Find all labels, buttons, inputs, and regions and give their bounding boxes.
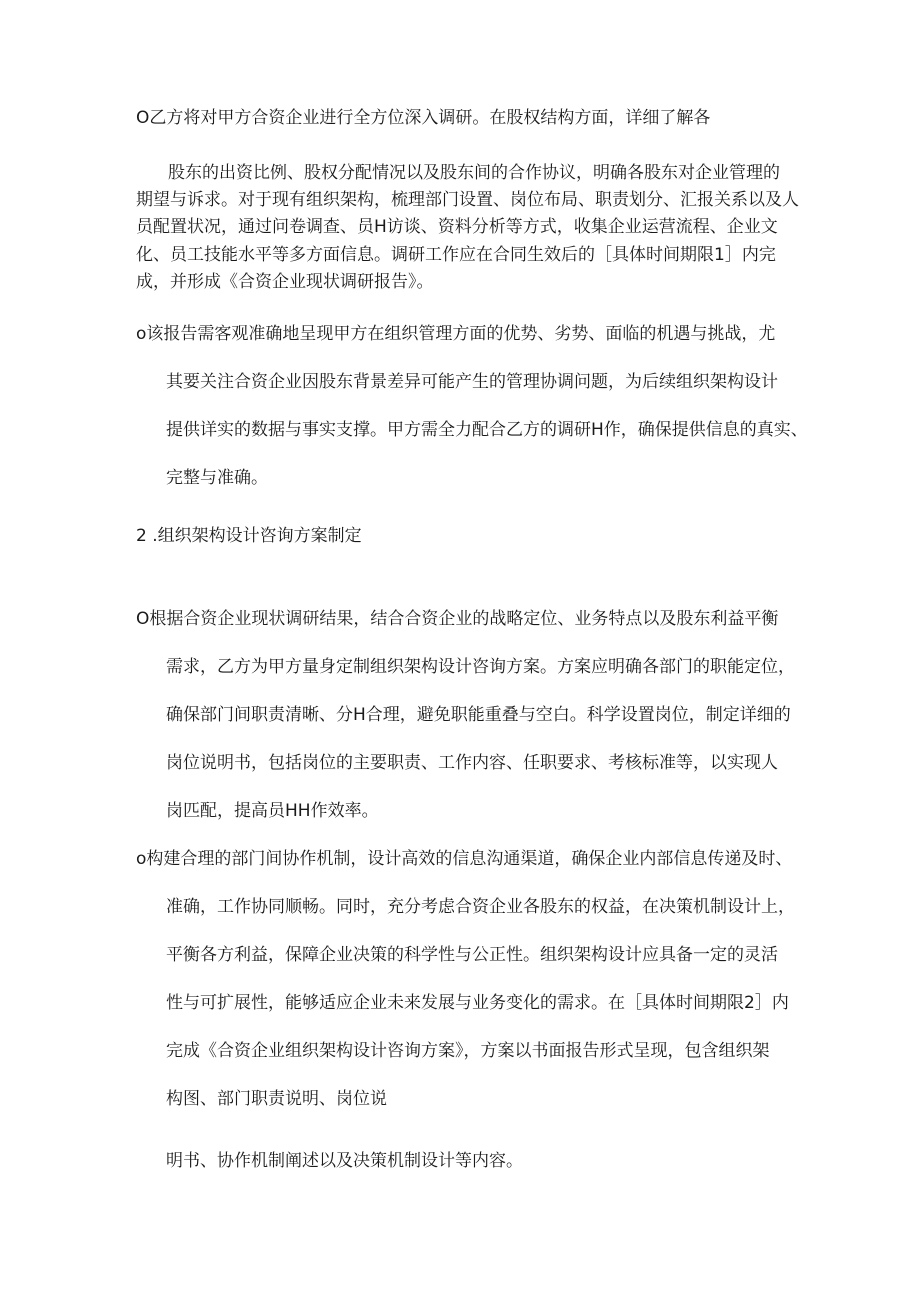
para2-line-3: 员配置状况，通过问卷调查、员H访谈、资料分析等方式，收集企业运营流程、企业文 [136, 217, 778, 237]
para1-line-1: O乙方将对甲方合资企业进行全方位深入调研。在股权结构方面，详细了解各 [136, 108, 711, 128]
para5-line-6: 构图、部门职责说明、岗位说 [166, 1089, 387, 1109]
para2-line-2: 期望与诉求。对于现有组织架构，梳理部门设置、岗位布局、职责划分、汇报关系以及人 [136, 190, 799, 210]
para5-line-3: 平衡各方利益，保障企业决策的科学性与公正性。组织架构设计应具备一定的灵活 [166, 945, 778, 965]
para5-line-5: 完成《合资企业组织架构设计咨询方案》，方案以书面报告形式呈现，包含组织架 [166, 1041, 770, 1061]
para2-line-1: 股东的出资比例、股权分配情况以及股东间的合作协议，明确各股东对企业管理的 [168, 163, 780, 183]
para3-line-4: 完整与准确。 [166, 468, 268, 488]
para3-line-1: o该报告需客观准确地呈现甲方在组织管理方面的优势、劣势、面临的机遇与挑战，尤 [136, 324, 776, 344]
para5-line-1: o构建合理的部门间协作机制，设计高效的信息沟通渠道，确保企业内部信息传递及时、 [136, 849, 793, 869]
para3-line-2: 其要关注合资企业因股东背景差异可能产生的管理协调问题，为后续组织架构设计 [166, 372, 778, 392]
para4-line-4: 岗位说明书，包括岗位的主要职责、工作内容、任职要求、考核标准等，以实现人 [166, 753, 778, 773]
para6-line-1: 明书、协作机制阐述以及决策机制设计等内容。 [166, 1151, 523, 1171]
para5-line-2: 准确，工作协同顺畅。同时，充分考虑合资企业各股东的权益，在决策机制设计上， [166, 897, 795, 917]
para4-line-5: 岗匹配，提高员HH作效率。 [166, 801, 379, 821]
section-heading: 2 .组织架构设计咨询方案制定 [136, 526, 362, 546]
para4-line-1: O根据合资企业现状调研结果，结合合资企业的战略定位、业务特点以及股东利益平衡 [136, 609, 779, 629]
para3-line-3: 提供详实的数据与事实支撑。甲方需全力配合乙方的调研H作，确保提供信息的真实、 [166, 420, 808, 440]
para4-line-2: 需求，乙方为甲方量身定制组织架构设计咨询方案。方案应明确各部门的职能定位， [166, 657, 795, 677]
para2-line-4: 化、员工技能水平等多方面信息。调研工作应在合同生效后的［具体时间期限1］内完 [136, 245, 776, 265]
para5-line-4: 性与可扩展性，能够适应企业未来发展与业务变化的需求。在［具体时间期限2］内 [166, 993, 789, 1013]
para4-line-3: 确保部门间职责清晰、分H合理，避免职能重叠与空白。科学设置岗位，制定详细的 [166, 705, 791, 725]
para2-line-5: 成，并形成《合资企业现状调研报告》。 [136, 272, 434, 292]
